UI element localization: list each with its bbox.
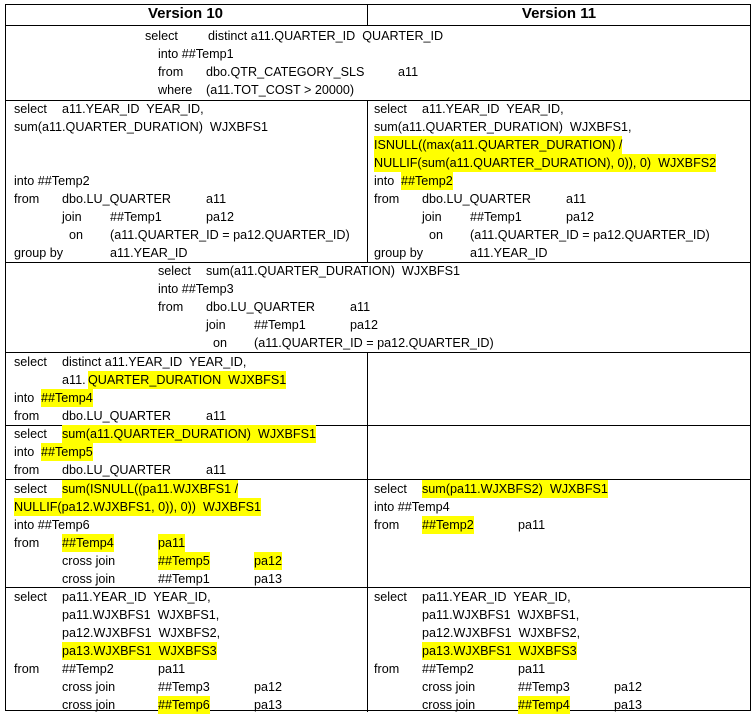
sql-text: from [374,518,400,532]
sql-text: pa12 [254,680,283,694]
sql-text: into [14,391,38,405]
sql-text: pa12.WJXBFS1 WJXBFS2, [62,626,221,640]
highlighted-sql-text: ##Temp4 [62,536,114,550]
sql-text: pa12 [206,210,235,224]
highlighted-sql-text: NULLIF(sum(a11.QUARTER_DURATION), 0)), 0) WJXBFS2 [374,156,717,170]
sql-text: pa11.YEAR_ID YEAR_ID, [62,590,211,604]
sql-text: ##Temp1 [110,210,162,224]
sql-text: pa11.YEAR_ID YEAR_ID, [422,590,571,604]
sql-text: select [14,427,47,441]
sql-text: a11.YEAR_ID [470,246,548,260]
header-version-10: Version 10 [147,5,224,22]
sql-text: (a11.TOT_COST > 20000) [206,83,355,97]
sql-text: into ##Temp2 [14,174,90,188]
sql-text: sum(a11.QUARTER_DURATION) WJXBFS1, [374,120,632,134]
sql-text: into ##Temp1 [158,47,234,61]
column-divider [367,100,368,262]
sql-text: pa11.WJXBFS1 WJXBFS1, [422,608,580,622]
highlighted-sql-text: sum(a11.QUARTER_DURATION) WJXBFS1 [62,427,317,441]
sql-text: where [158,83,193,97]
sql-text: join [62,210,82,224]
highlighted-sql-text: ##Temp4 [518,698,570,712]
sql-text: pa13 [254,698,283,712]
sql-text: cross join [62,554,116,568]
sql-text: pa13 [614,698,643,712]
sql-text: into ##Temp3 [158,282,234,296]
sql-text: distinct a11.QUARTER_ID QUARTER_ID [208,29,444,43]
highlighted-sql-text: ##Temp2 [422,518,474,532]
column-divider [367,352,368,712]
sql-text: into [14,445,38,459]
sql-text: dbo.LU_QUARTER [422,192,531,206]
sql-text: select [14,102,47,116]
highlighted-sql-text: pa13.WJXBFS1 WJXBFS3 [422,644,577,658]
sql-text: ##Temp1 [470,210,522,224]
sql-text: from [14,192,40,206]
sql-text: select [14,355,47,369]
sql-text: group by [374,246,424,260]
sql-text: into ##Temp6 [14,518,90,532]
sql-comparison-table [5,4,751,711]
sql-text: a11 [566,192,587,206]
sql-text: pa12 [614,680,643,694]
sql-text: on [429,228,444,242]
sql-text: into ##Temp4 [374,500,450,514]
highlighted-sql-text: ##Temp2 [401,174,453,188]
sql-text: a11 [398,65,419,79]
sql-text: dbo.QTR_CATEGORY_SLS [206,65,365,79]
highlighted-sql-text: sum(ISNULL((pa11.WJXBFS1 / [62,482,239,496]
highlighted-sql-text: NULLIF(pa12.WJXBFS1, 0)), 0)) WJXBFS1 [14,500,262,514]
sql-text: select [14,482,47,496]
sql-text: a11.YEAR_ID YEAR_ID, [62,102,204,116]
sql-text: (a11.QUARTER_ID = pa12.QUARTER_ID) [470,228,710,242]
sql-text: select [145,29,178,43]
sql-text: join [422,210,442,224]
sql-text: dbo.LU_QUARTER [62,192,171,206]
sql-text: ##Temp3 [518,680,570,694]
highlighted-sql-text: ##Temp5 [41,445,93,459]
sql-text: cross join [422,680,476,694]
sql-text: dbo.LU_QUARTER [62,409,171,423]
sql-text: from [14,463,40,477]
sql-text: sum(a11.QUARTER_DURATION) WJXBFS1 [206,264,461,278]
sql-text: select [374,482,407,496]
sql-text: from [374,662,400,676]
sql-text: a11 [206,463,227,477]
sql-text: select [158,264,191,278]
sql-text: select [374,102,407,116]
sql-text: a11 [206,409,227,423]
sql-text: group by [14,246,64,260]
sql-text: dbo.LU_QUARTER [206,300,315,314]
sql-text: cross join [62,698,116,712]
sql-text: (a11.QUARTER_ID = pa12.QUARTER_ID) [254,336,494,350]
sql-text: ##Temp2 [422,662,474,676]
sql-text: pa12 [350,318,379,332]
highlighted-sql-text: ##Temp5 [158,554,210,568]
sql-text: from [14,409,40,423]
sql-text: from [14,662,40,676]
sql-text: pa13 [254,572,283,586]
sql-text: ##Temp2 [62,662,114,676]
sql-text: from [374,192,400,206]
highlighted-sql-text: ##Temp4 [41,391,93,405]
row-divider [6,25,750,26]
sql-text: on [213,336,228,350]
highlighted-sql-text: ##Temp6 [158,698,210,712]
sql-text: a11 [206,192,227,206]
sql-text: pa11 [158,662,186,676]
highlighted-sql-text: sum(pa11.WJXBFS2) WJXBFS1 [422,482,608,496]
sql-text: from [14,536,40,550]
sql-text: pa11 [518,518,546,532]
sql-text: select [374,590,407,604]
highlighted-sql-text: pa13.WJXBFS1 WJXBFS3 [62,644,217,658]
sql-text: sum(a11.QUARTER_DURATION) WJXBFS1 [14,120,269,134]
sql-text: dbo.LU_QUARTER [62,463,171,477]
sql-text: pa11 [518,662,546,676]
sql-text: select [14,590,47,604]
sql-text: on [69,228,84,242]
sql-text: pa11.WJXBFS1 WJXBFS1, [62,608,220,622]
sql-text: cross join [62,680,116,694]
sql-text: a11.YEAR_ID [110,246,188,260]
highlighted-sql-text: ISNULL((max(a11.QUARTER_DURATION) / [374,138,623,152]
sql-text: ##Temp1 [254,318,306,332]
sql-text: distinct a11.YEAR_ID YEAR_ID, [62,355,247,369]
highlighted-sql-text: QUARTER_DURATION WJXBFS1 [88,373,287,387]
sql-text: join [206,318,226,332]
highlighted-sql-text: pa12 [254,554,283,568]
sql-text: pa12 [566,210,595,224]
sql-text: ##Temp1 [158,572,210,586]
sql-text: from [158,300,184,314]
sql-text: from [158,65,184,79]
sql-text: cross join [62,572,116,586]
sql-text: ##Temp3 [158,680,210,694]
sql-text: a11. [62,373,86,387]
sql-text: a11.YEAR_ID YEAR_ID, [422,102,564,116]
header-version-11: Version 11 [521,5,597,22]
sql-text: into [374,174,398,188]
sql-text: a11 [350,300,371,314]
sql-text: cross join [422,698,476,712]
sql-text: (a11.QUARTER_ID = pa12.QUARTER_ID) [110,228,350,242]
sql-text: pa12.WJXBFS1 WJXBFS2, [422,626,581,640]
highlighted-sql-text: pa11 [158,536,186,550]
